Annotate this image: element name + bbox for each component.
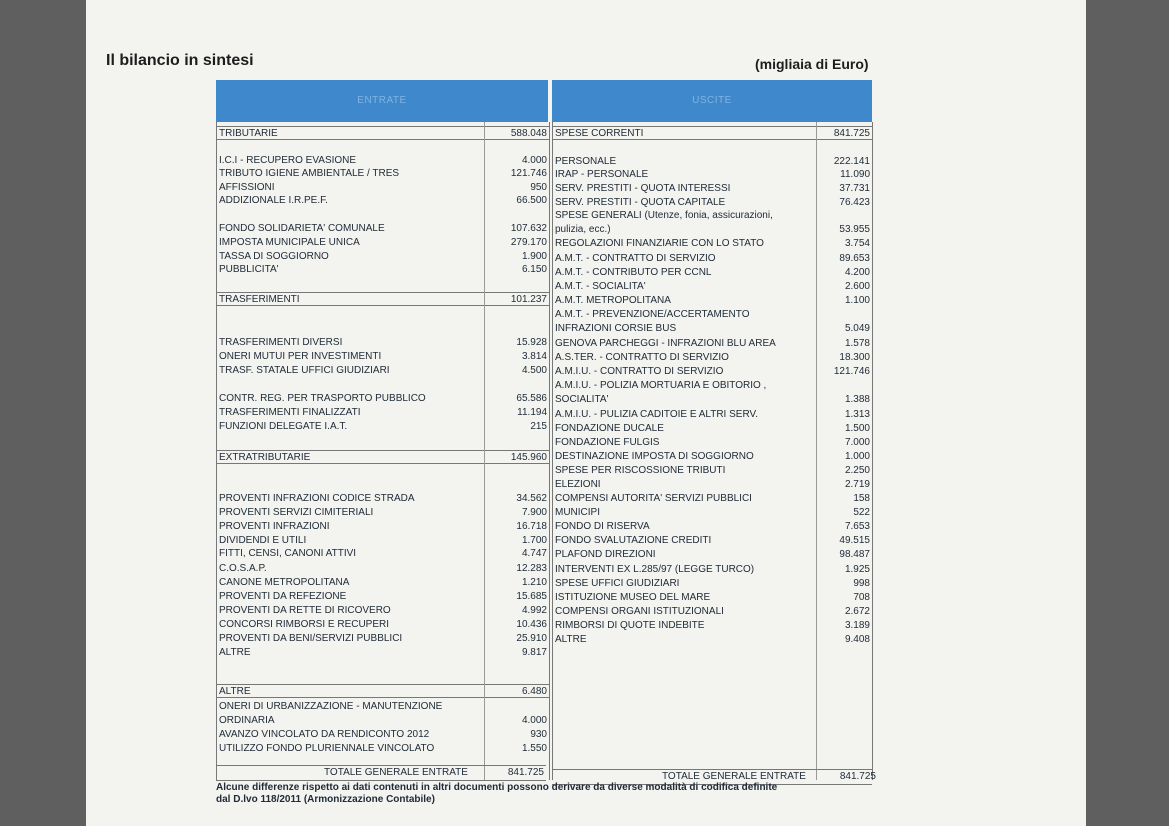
entrate-value: 10.436	[516, 619, 547, 630]
uscite-label: SPESE PER RISCOSSIONE TRIBUTI	[555, 465, 726, 476]
uscite-row	[553, 478, 872, 491]
uscite-row	[553, 492, 872, 505]
entrate-value: 6.480	[521, 686, 547, 697]
entrate-value: 3.814	[521, 351, 547, 362]
totale-entrate-label: TOTALE GENERALE ENTRATE	[324, 767, 468, 778]
uscite-label: SOCIALITA'	[555, 394, 609, 405]
uscite-label: A.M.I.U. - POLIZIA MORTUARIA E OBITORIO ,	[555, 380, 767, 391]
entrate-row	[217, 154, 549, 167]
entrate-label: DIVIDENDI E UTILI	[219, 535, 307, 546]
entrate-value: 4.000	[521, 715, 547, 726]
entrate-value: 15.928	[516, 337, 547, 348]
entrate-row	[217, 222, 549, 235]
entrate-value: 6.150	[521, 264, 547, 275]
page-title: Il bilancio in sintesi	[106, 52, 254, 69]
budget-table	[216, 80, 876, 782]
uscite-value: 7.653	[844, 521, 870, 532]
entrate-label: TRASFERIMENTI FINALIZZATI	[219, 407, 361, 418]
uscite-row	[553, 548, 872, 561]
entrate-value: 11.194	[517, 407, 547, 418]
uscite-value: 9.408	[844, 634, 870, 645]
uscite-row	[553, 237, 872, 250]
entrate-value: 4.000	[521, 155, 547, 166]
entrate-row	[217, 684, 549, 698]
uscite-label: DESTINAZIONE IMPOSTA DI SOGGIORNO	[555, 451, 754, 462]
entrate-value: 1.700	[521, 535, 547, 546]
uscite-row	[553, 351, 872, 364]
uscite-row	[553, 266, 872, 279]
uscite-row	[553, 506, 872, 519]
uscite-row	[553, 294, 872, 307]
entrate-label: PROVENTI DA REFEZIONE	[219, 591, 347, 602]
footnote-line-2: dal D.lvo 118/2011 (Armonizzazione Contabile)	[216, 794, 435, 805]
entrate-label: ONERI MUTUI PER INVESTIMENTI	[219, 351, 382, 362]
entrate-label: PROVENTI DA BENI/SERVIZI PUBBLICI	[219, 633, 403, 644]
entrate-column	[216, 122, 550, 780]
entrate-label: TRASFERIMENTI	[219, 294, 300, 305]
entrate-row	[217, 646, 549, 659]
uscite-value: 37.731	[839, 183, 870, 194]
entrate-label: EXTRATRIBUTARIE	[219, 452, 311, 463]
uscite-label: COMPENSI AUTORITA' SERVIZI PUBBLICI	[555, 493, 752, 504]
uscite-value: 708	[853, 592, 870, 603]
entrate-label: C.O.S.A.P.	[219, 563, 267, 574]
entrate-value: 1.550	[521, 743, 547, 754]
entrate-row	[217, 250, 549, 263]
uscite-label: SPESE UFFICI GIUDIZIARI	[555, 578, 680, 589]
uscite-row	[553, 534, 872, 547]
uscite-label: ISTITUZIONE MUSEO DEL MARE	[555, 592, 711, 603]
entrate-row	[217, 350, 549, 363]
uscite-label: COMPENSI ORGANI ISTITUZIONALI	[555, 606, 724, 617]
entrate-value: 215	[530, 421, 547, 432]
entrate-row	[217, 420, 549, 433]
uscite-label: MUNICIPI	[555, 507, 600, 518]
uscite-value: 2.672	[844, 606, 870, 617]
uscite-label: A.M.T. - SOCIALITA'	[555, 281, 646, 292]
entrate-row	[217, 263, 549, 276]
entrate-row	[217, 167, 549, 180]
entrate-label: TRIBUTO IGIENE AMBIENTALE / TRES	[219, 168, 400, 179]
entrate-label: ADDIZIONALE I.R.PE.F.	[219, 195, 328, 206]
entrate-label: ALTRE	[219, 686, 251, 697]
uscite-row	[553, 223, 872, 236]
entrate-label: CANONE METROPOLITANA	[219, 577, 350, 588]
uscite-value: 2.600	[844, 281, 870, 292]
uscite-label: pulizia, ecc.)	[555, 224, 611, 235]
uscite-label: SERV. PRESTITI - QUOTA CAPITALE	[555, 197, 726, 208]
uscite-row	[553, 605, 872, 618]
uscite-label: IRAP - PERSONALE	[555, 169, 649, 180]
entrate-value: 9.817	[521, 647, 547, 658]
uscite-value: 11.090	[840, 169, 870, 180]
uscite-value: 1.100	[844, 295, 870, 306]
entrate-row	[217, 450, 549, 464]
entrate-row	[217, 336, 549, 349]
uscite-row	[553, 563, 872, 576]
entrate-label: TRASF. STATALE UFFICI GIUDIZIARI	[219, 365, 390, 376]
uscite-value: 1.925	[844, 564, 870, 575]
uscite-value: 4.200	[844, 267, 870, 278]
entrate-row	[217, 392, 549, 405]
uscite-row	[553, 464, 872, 477]
uscite-label: FONDAZIONE DUCALE	[555, 423, 664, 434]
uscite-row	[553, 408, 872, 421]
uscite-row	[553, 322, 872, 335]
uscite-value: 1.500	[844, 423, 870, 434]
uscite-value: 1.388	[844, 394, 870, 405]
entrate-label: FONDO SOLIDARIETA' COMUNALE	[219, 223, 385, 234]
entrate-value: 1.210	[521, 577, 547, 588]
uscite-row	[553, 182, 872, 195]
uscite-label: ELEZIONI	[555, 479, 601, 490]
uscite-label: INFRAZIONI CORSIE BUS	[555, 323, 677, 334]
uscite-label: SPESE GENERALI (Utenze, fonia, assicurazioni,	[555, 210, 773, 221]
uscite-value: 2.250	[844, 465, 870, 476]
uscite-row	[553, 252, 872, 265]
uscite-value: 522	[853, 507, 870, 518]
uscite-row	[553, 633, 872, 646]
entrate-value: 145.960	[510, 452, 547, 463]
uscite-row	[553, 209, 872, 222]
uscite-label: A.M.T. METROPOLITANA	[555, 295, 671, 306]
uscite-value: 998	[853, 578, 870, 589]
entrate-row	[217, 194, 549, 207]
uscite-row	[553, 337, 872, 350]
entrate-label: CONTR. REG. PER TRASPORTO PUBBLICO	[219, 393, 426, 404]
uscite-value: 7.000	[844, 437, 870, 448]
uscite-value: 3.189	[844, 620, 870, 631]
uscite-label: INTERVENTI EX L.285/97 (LEGGE TURCO)	[555, 564, 755, 575]
entrate-row	[217, 364, 549, 377]
entrate-row	[217, 547, 549, 560]
uscite-row	[553, 393, 872, 406]
entrate-value: 4.992	[521, 605, 547, 616]
uscite-value: 49.515	[839, 535, 870, 546]
entrate-row	[217, 590, 549, 603]
uscite-row	[553, 520, 872, 533]
uscite-label: REGOLAZIONI FINANZIARIE CON LO STATO	[555, 238, 764, 249]
uscite-row	[553, 591, 872, 604]
entrate-label: ONERI DI URBANIZZAZIONE - MANUTENZIONE	[219, 701, 443, 712]
entrate-row	[217, 126, 549, 140]
footnote	[216, 782, 836, 806]
uscite-row	[553, 619, 872, 632]
entrate-row	[217, 520, 549, 533]
uscite-label: A.S.TER. - CONTRATTO DI SERVIZIO	[555, 352, 729, 363]
entrate-label: ALTRE	[219, 647, 251, 658]
uscite-value: 1.313	[844, 409, 870, 420]
uscite-row	[553, 126, 872, 140]
entrate-value: 65.586	[516, 393, 547, 404]
uscite-value-separator	[816, 122, 817, 780]
entrate-value: 1.900	[521, 251, 547, 262]
uscite-value: 2.719	[844, 479, 870, 490]
uscite-label: PERSONALE	[555, 156, 617, 167]
entrate-row	[217, 714, 549, 727]
entrate-value-separator	[484, 122, 485, 780]
uscite-label: FONDAZIONE FULGIS	[555, 437, 660, 448]
entrate-row	[217, 576, 549, 589]
entrate-value: 66.500	[516, 195, 547, 206]
entrate-label: PROVENTI INFRAZIONI	[219, 521, 330, 532]
entrate-value: 25.910	[516, 633, 547, 644]
entrate-label: CONCORSI RIMBORSI E RECUPERI	[219, 619, 390, 630]
uscite-column	[552, 122, 873, 780]
entrate-label: PROVENTI INFRAZIONI CODICE STRADA	[219, 493, 415, 504]
entrate-row	[217, 181, 549, 194]
entrate-label: IMPOSTA MUNICIPALE UNICA	[219, 237, 360, 248]
entrate-row	[217, 562, 549, 575]
uscite-row	[553, 155, 872, 168]
entrate-label: AVANZO VINCOLATO DA RENDICONTO 2012	[219, 729, 430, 740]
entrate-label: I.C.I - RECUPERO EVASIONE	[219, 155, 357, 166]
uscite-value: 98.487	[839, 549, 870, 560]
uscite-label: PLAFOND DIREZIONI	[555, 549, 656, 560]
entrate-row	[217, 604, 549, 617]
uscite-value: 5.049	[844, 323, 870, 334]
unit-label: (migliaia di Euro)	[755, 56, 869, 72]
uscite-value: 89.653	[839, 253, 870, 264]
uscite-label: ALTRE	[555, 634, 587, 645]
uscite-row	[553, 168, 872, 181]
entrate-label: ORDINARIA	[219, 715, 275, 726]
totale-uscite-value: 841.725	[839, 771, 876, 782]
entrate-label: PROVENTI DA RETTE DI RICOVERO	[219, 605, 391, 616]
entrate-value: 12.283	[516, 563, 547, 574]
uscite-label: A.M.I.U. - PULIZIA CADITOIE E ALTRI SERV.	[555, 409, 759, 420]
entrate-value: 101.237	[510, 294, 547, 305]
uscite-row	[553, 577, 872, 590]
entrate-header: ENTRATE	[216, 80, 548, 122]
entrate-label: AFFISSIONI	[219, 182, 275, 193]
uscite-header: USCITE	[552, 80, 872, 122]
uscite-label: FONDO DI RISERVA	[555, 521, 650, 532]
uscite-label: SPESE CORRENTI	[555, 128, 644, 139]
uscite-label: SERV. PRESTITI - QUOTA INTERESSI	[555, 183, 731, 194]
entrate-label: UTILIZZO FONDO PLURIENNALE VINCOLATO	[219, 743, 435, 754]
entrate-value: 16.718	[516, 521, 547, 532]
uscite-value: 841.725	[833, 128, 870, 139]
entrate-value: 107.632	[510, 223, 547, 234]
totale-uscite-label: TOTALE GENERALE ENTRATE	[662, 771, 806, 782]
entrate-value: 7.900	[521, 507, 547, 518]
entrate-row	[217, 406, 549, 419]
uscite-label: A.M.T. - CONTRATTO DI SERVIZIO	[555, 253, 716, 264]
entrate-value: 930	[530, 729, 547, 740]
entrate-row	[217, 492, 549, 505]
uscite-label: A.M.T. - CONTRIBUTO PER CCNL	[555, 267, 712, 278]
entrate-value: 279.170	[510, 237, 547, 248]
entrate-row	[217, 534, 549, 547]
uscite-value: 1.578	[844, 338, 870, 349]
uscite-value: 1.000	[844, 451, 870, 462]
entrate-row	[217, 742, 549, 755]
uscite-label: FONDO SVALUTAZIONE CREDITI	[555, 535, 712, 546]
uscite-value: 76.423	[839, 197, 870, 208]
uscite-row	[553, 365, 872, 378]
uscite-value: 158	[853, 493, 870, 504]
entrate-label: FITTI, CENSI, CANONI ATTIVI	[219, 548, 357, 559]
uscite-row	[553, 379, 872, 392]
entrate-value: 950	[530, 182, 547, 193]
uscite-value: 222.141	[833, 156, 870, 167]
entrate-row	[217, 236, 549, 249]
uscite-value: 121.746	[833, 366, 870, 377]
uscite-value: 53.955	[839, 224, 870, 235]
entrate-label: FUNZIONI DELEGATE I.A.T.	[219, 421, 348, 432]
entrate-row	[217, 728, 549, 741]
uscite-row	[553, 280, 872, 293]
uscite-label: A.M.I.U. - CONTRATTO DI SERVIZIO	[555, 366, 724, 377]
uscite-value: 18.300	[839, 352, 870, 363]
entrate-label: TASSA DI SOGGIORNO	[219, 251, 329, 262]
footnote-line-1: Alcune differenze rispetto ai dati contenuti in altri documenti possono derivare da diverse modalità di codifica definite	[216, 782, 778, 793]
entrate-row	[217, 618, 549, 631]
entrate-label: PUBBLICITA'	[219, 264, 279, 275]
entrate-value: 4.500	[521, 365, 547, 376]
uscite-label: RIMBORSI DI QUOTE INDEBITE	[555, 620, 705, 631]
uscite-row	[553, 436, 872, 449]
entrate-value: 34.562	[516, 493, 547, 504]
entrate-row	[217, 506, 549, 519]
totale-entrate-value: 841.725	[507, 767, 544, 778]
uscite-row	[553, 196, 872, 209]
uscite-row	[553, 450, 872, 463]
uscite-label: A.M.T. - PREVENZIONE/ACCERTAMENTO	[555, 309, 750, 320]
entrate-row	[217, 292, 549, 306]
uscite-row	[553, 422, 872, 435]
entrate-row	[217, 632, 549, 645]
entrate-label: PROVENTI SERVIZI CIMITERIALI	[219, 507, 374, 518]
entrate-label: TRIBUTARIE	[219, 128, 278, 139]
entrate-row	[217, 700, 549, 713]
entrate-value: 121.746	[510, 168, 547, 179]
entrate-value: 588.048	[510, 128, 547, 139]
entrate-value: 15.685	[516, 591, 547, 602]
uscite-row	[553, 308, 872, 321]
uscite-value: 3.754	[844, 238, 870, 249]
entrate-value: 4.747	[521, 548, 547, 559]
entrate-label: TRASFERIMENTI DIVERSI	[219, 337, 343, 348]
totale-entrate-row	[216, 765, 546, 781]
uscite-label: GENOVA PARCHEGGI - INFRAZIONI BLU AREA	[555, 338, 776, 349]
